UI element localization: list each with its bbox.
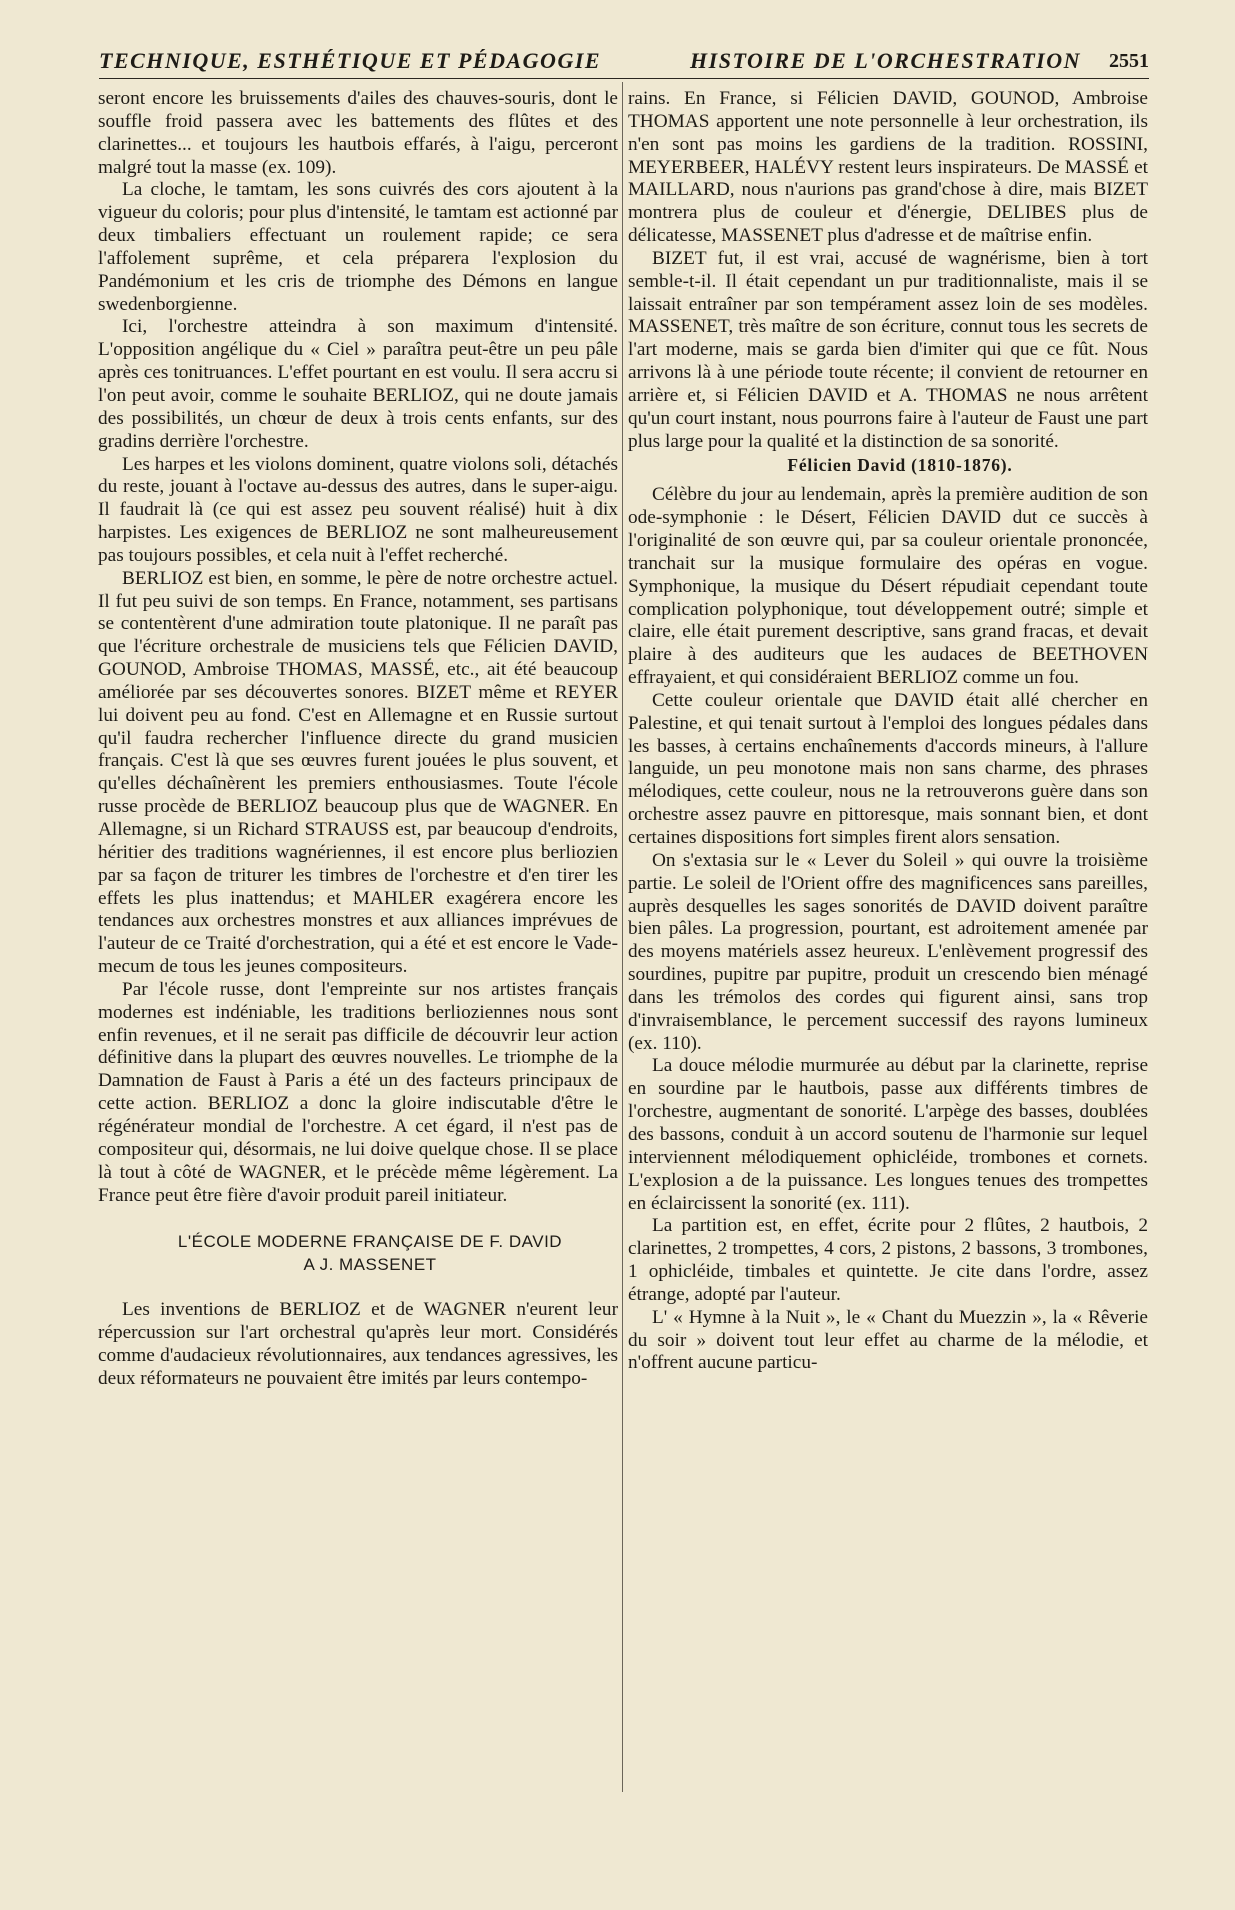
paragraph: La partition est, en effet, écrite pour 2 flûtes, 2 hautbois, 2 clarinettes, 2 trompettes, 4 cors, 2 pistons, 2 bassons, 3 trombones, 1 ophicléide, timbales et quintette. Je cite dans l'ordre, assez étrange, adopté par l'auteur. bbox=[628, 1215, 1148, 1305]
paragraph: BIZET fut, il est vrai, accusé de wagnérisme, bien à tort semble-t-il. Il était cependant un pur traditionnaliste, mais il se laissait entraîner par son tempérament assez loin de ses modèles. MASSENET, très maître de son écriture, connut tous les secrets de l'art moderne, mais se garda bien d'imiter qui que ce fût. Nous arrivons là à une période toute récente; il convient de retourner en arrière et, si Félicien DAVID et A. THOMAS ne nous arrêtent qu'un court instant, nous pourrons faire à l'auteur de Faust une part plus large pour la qualité et la distinction de sa sonorité. bbox=[628, 247, 1148, 452]
running-header bbox=[99, 48, 1149, 79]
right-column bbox=[628, 88, 1148, 1375]
paragraph: On s'extasia sur le « Lever du Soleil » qui ouvre la troisième partie. Le soleil de l'Orient offre des magnificences sans pareilles, auprès desquelles les sages sonorités de DAVID doivent paraître bien pâles. La progression, pourtant, est adroitement amenée par des moyens matériels assez heureux. L'enlèvement progressif des sourdines, pupitre par pupitre, produit un crescendo bien ménagé dans les trémolos des cordes qui figurent ainsi, sans trop d'invraisemblance, le percement successif des rayons lumineux (ex. 110). bbox=[628, 849, 1148, 1054]
paragraph: L' « Hymne à la Nuit », le « Chant du Muezzin », la « Rêverie du soir » doivent tout leur effet au charme de la mélodie, et n'offrent aucune particu- bbox=[628, 1306, 1148, 1374]
header-left-title: TECHNIQUE, ESTHÉTIQUE ET PÉDAGOGIE bbox=[99, 48, 602, 73]
section-title-line2: A J. MASSENET bbox=[303, 1255, 437, 1275]
left-column bbox=[98, 88, 618, 1390]
paragraph: Les harpes et les violons dominent, quatre violons soli, détachés du reste, jouant à l'octave au-dessus des autres, dans le super-aigu. Il faudrait là (ce qui est assez peu souvent réalisé) huit à dix harpistes. Les exigences de BERLIOZ ne sont malheureusement pas toujours possibles, et cela nuit à l'effet recherché. bbox=[98, 453, 618, 566]
subsection-heading: Félicien David (1810-1876). bbox=[787, 454, 1013, 475]
paragraph: La douce mélodie murmurée au début par la clarinette, reprise en sourdine par le hautbois, passe aux différents timbres de l'orchestre, augmentant de sonorité. L'arpège des basses, doublées des bassons, conduit à un accord soutenu de l'harmonie sur lequel interviennent mélodiquement ophicléide, trombones et cornets. L'explosion a de la puissance. Les longues tenues des trompettes en éclaircissent la sonorité (ex. 111). bbox=[628, 1055, 1148, 1214]
spacer bbox=[98, 1276, 618, 1299]
paragraph: BERLIOZ est bien, en somme, le père de notre orchestre actuel. Il fut peu suivi de son temps. En France, notamment, ses partisans se contentèrent d'une admiration toute platonique. Il ne paraît pas que l'écriture orchestrale de musiciens tels que Félicien DAVID, GOUNOD, Ambroise THOMAS, MASSÉ, etc., ait été beaucoup améliorée par ses découvertes sonores. BIZET même et REYER lui doivent peu au fond. C'est en Allemagne et en Russie surtout qu'il faudra rechercher l'influence directe du grand musicien français. C'est là que ses œuvres furent jouées le plus souvent, et qu'elles déchaînèrent les premiers enthousiasmes. Toute l'école russe procède de BERLIOZ beaucoup plus que de WAGNER. En Allemagne, si un Richard STRAUSS est, par beaucoup d'endroits, héritier des traditions wagnériennes, il est encore plus berliozien par sa façon de triturer les timbres de l'orchestre et d'en tirer les effets les plus inattendus; et MAHLER exagérera encore les tendances aux orchestres monstres et aux alliances imprévues de l'auteur de ce Traité d'orchestration, qui a été et est encore le Vade-mecum de tous les jeunes compositeurs. bbox=[98, 567, 618, 978]
spacer bbox=[98, 1207, 618, 1230]
spacer bbox=[628, 476, 1148, 484]
paragraph: Célèbre du jour au lendemain, après la première audition de son ode-symphonie : le Désert, Félicien DAVID dut ce succès à l'originalité de son œuvre qui, par sa couleur orientale prononcée, tranchait sur la musique formulaire des opéras en vogue. Symphonique, la musique du Désert répudiait cependant toute complication polyphonique, tout développement outré; simple et claire, elle était purement descriptive, sans grand fracas, et devait plaire à des auditeurs que les audaces de BEETHOVEN effrayaient, et qui considéraient BERLIOZ comme un fou. bbox=[628, 484, 1148, 689]
paragraph: rains. En France, si Félicien DAVID, GOUNOD, Ambroise THOMAS apportent une note personnelle à leur orchestration, ils n'en sont pas moins les gardiens de la tradition. ROSSINI, MEYERBEER, HALÉVY restent leurs inspirateurs. De MASSÉ et MAILLARD, nous n'aurions pas grand'chose à dire, mais BIZET montrera plus de couleur et d'énergie, DELIBES plus de délicatesse, MASSENET plus d'adresse et de maîtrise enfin. bbox=[628, 88, 1148, 247]
paragraph: Cette couleur orientale que DAVID était allé chercher en Palestine, et qui tenait surtout à l'emploi des longues pédales dans les basses, à certains enchaînements d'accords mineurs, à l'allure languide, un peu monotone mais non sans charme, des phrases mélodiques, cette couleur, nous ne la retrouverons guère dans son orchestre assez pauvre en pittoresque, mais sonnant bien, et dont certaines dispositions fort simples firent alors sensation. bbox=[628, 689, 1148, 848]
paragraph: Les inventions de BERLIOZ et de WAGNER n'eurent leur répercussion sur l'art orchestral qu'après leur mort. Considérés comme d'audacieux révolutionnaires, aux tendances agressives, les deux réformateurs ne pouvaient être imités par leurs contempo- bbox=[98, 1299, 618, 1389]
paragraph: Par l'école russe, dont l'empreinte sur nos artistes français modernes est indéniable, les traditions berlioziennes nous sont enfin revenues, et il ne serait pas difficile de découvrir leur action définitive dans la plupart des œuvres nouvelles. Le triomphe de la Damnation de Faust à Paris a été un des facteurs principaux de cette action. BERLIOZ a donc la gloire indiscutable d'être le régénérateur mondial de l'orchestre. A cet égard, il n'est pas de compositeur qui, désormais, ne lui doive quelque chose. Il se place là tout à côté de WAGNER, et le précède même légèrement. La France peut être fière d'avoir produit pareil initiateur. bbox=[98, 978, 618, 1206]
page-number: 2551 bbox=[1109, 50, 1149, 72]
column-divider bbox=[622, 82, 623, 1792]
header-right-title: HISTOIRE DE L'ORCHESTRATION bbox=[690, 48, 1081, 73]
section-title: L'ÉCOLE MODERNE FRANÇAISE DE F. DAVID bbox=[177, 1232, 563, 1252]
paragraph: seront encore les bruissements d'ailes des chauves-souris, dont le souffle froid passera avec les battements des flûtes et des clarinettes... et toujours les hautbois effarés, à l'aigu, perceront malgré tout la masse (ex. 109). bbox=[98, 88, 618, 178]
paragraph: La cloche, le tamtam, les sons cuivrés des cors ajoutent à la vigueur du coloris; pour plus d'intensité, le tamtam est actionné par deux timbaliers effectuant un roulement rapide; ce sera l'affolement suprême, et cela préparera l'explosion du Pandémonium et les cris de triomphe des Démons en langue swedenborgienne. bbox=[98, 179, 618, 315]
paragraph: Ici, l'orchestre atteindra à son maximum d'intensité. L'opposition angélique du « Ciel » paraîtra peut-être un peu pâle après ces tonitruances. L'effet pourtant en est voulu. Il sera accru si l'on peut avoir, comme le souhaite BERLIOZ, qui ne doute jamais des possibilités, un chœur de deux à trois cents enfants, sur des gradins derrière l'orchestre. bbox=[98, 316, 618, 452]
